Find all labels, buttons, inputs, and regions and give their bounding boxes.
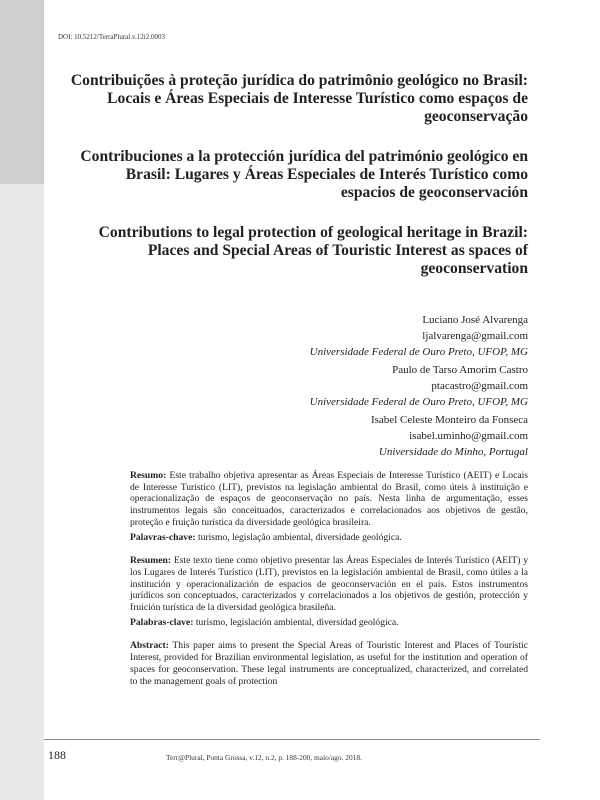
abstract-english: [130, 640, 528, 687]
doi-label: DOI: 10.5212/TerraPlural.v.12i2.0003: [58, 33, 165, 41]
abstract-text: This paper aims to present the Special Areas of Touristic Interest and Places of Touristic Interest, provided for Brazilian environmental legislation, as useful for the institution and operation of spaces for geoconservation. These legal instruments are conceptualized, characterized, and correlated to the management goals of protection: [130, 640, 528, 687]
keywords-text: turismo, legislação ambiental, diversidade geológica.: [197, 531, 402, 543]
author-email[interactable]: ljalvarenga@gmail.com: [422, 330, 528, 342]
abstract-text: Este texto tiene como objetivo presentar las Áreas Especiales de Interés Turístico (AEIT) y los Lugares de Interés Turístico (LIT), previstos en la legislación ambiental de Brasil, como útiles a la institución y operacionalización de espacios de geoconservación en el país. Estos instrumentos jurídicos son conceptuados, caracterizados y correlacionados a los objetivos de gestión, protección y fruición turística de la diversidad geológica brasileña.: [130, 555, 528, 614]
abstract-label: Resumo:: [130, 470, 167, 481]
abstract-label: Abstract:: [130, 640, 169, 652]
author-email[interactable]: isabel.uminho@gmail.com: [409, 430, 528, 442]
author-entry: [228, 362, 528, 410]
keywords-spanish: [130, 617, 528, 629]
page-number: 188: [48, 748, 66, 762]
keywords-label: Palabras-clave:: [130, 616, 194, 628]
keywords-portuguese: [130, 532, 528, 544]
journal-citation: Terr@Plural, Ponta Grossa, v.12, n.2, p. 188-200, maio/ago. 2018.: [166, 753, 362, 762]
titles-block: [70, 72, 528, 300]
keywords-label: Palavras-chave:: [130, 531, 196, 543]
abstract-label: Resumen:: [130, 555, 172, 567]
author-name: Paulo de Tarso Amorim Castro: [392, 364, 528, 376]
title-english: Contributions to legal protection of geological heritage in Brazil: Places and Special Areas of Touristic Interest as spaces of geoconservation: [98, 224, 528, 277]
author-entry: [228, 412, 528, 460]
footer-divider: [44, 739, 540, 740]
page-sidebar-band: [0, 0, 44, 800]
abstract-portuguese: [130, 470, 528, 529]
keywords-text: turismo, legislación ambiental, diversidad geológica.: [195, 616, 399, 628]
abstract-spanish: [130, 555, 528, 614]
abstracts-block: [130, 470, 528, 690]
title-spanish: Contribuciones a la protección jurídica del património geológico en Brasil: Lugares y Áreas Especiales de Interés Turístico como espacios de geoconservación: [80, 148, 528, 201]
author-affiliation: Universidade Federal de Ouro Preto, UFOP, MG: [309, 396, 528, 408]
author-affiliation: Universidade do Minho, Portugal: [378, 446, 528, 458]
abstract-text: Este trabalho objetiva apresentar as Áreas Especiais de Interesse Turístico (AEIT) e Locais de Interesse Turístico (LIT), previstos na legislação ambiental do Brasil, como úteis à instituição e operacionalização de espaços de geoconservação no país. Nesta linha de argumentação, esses instrumentos legais são conceituados, caracterizados e correlacionados aos objetivos de gestão, proteção e fruição turística da diversidade geológica brasileira.: [130, 470, 528, 528]
author-affiliation: Universidade Federal de Ouro Preto, UFOP, MG: [309, 346, 528, 358]
author-name: Isabel Celeste Monteiro da Fonseca: [370, 414, 528, 426]
author-entry: [228, 312, 528, 360]
title-portuguese: Contribuições à proteção jurídica do patrimônio geológico no Brasil: Locais e Áreas Especiais de Interesse Turístico como espaços de geoconservação: [70, 72, 528, 125]
authors-block: [228, 312, 528, 462]
author-name: Luciano José Alvarenga: [422, 314, 528, 326]
author-email[interactable]: ptacastro@gmail.com: [431, 380, 528, 392]
